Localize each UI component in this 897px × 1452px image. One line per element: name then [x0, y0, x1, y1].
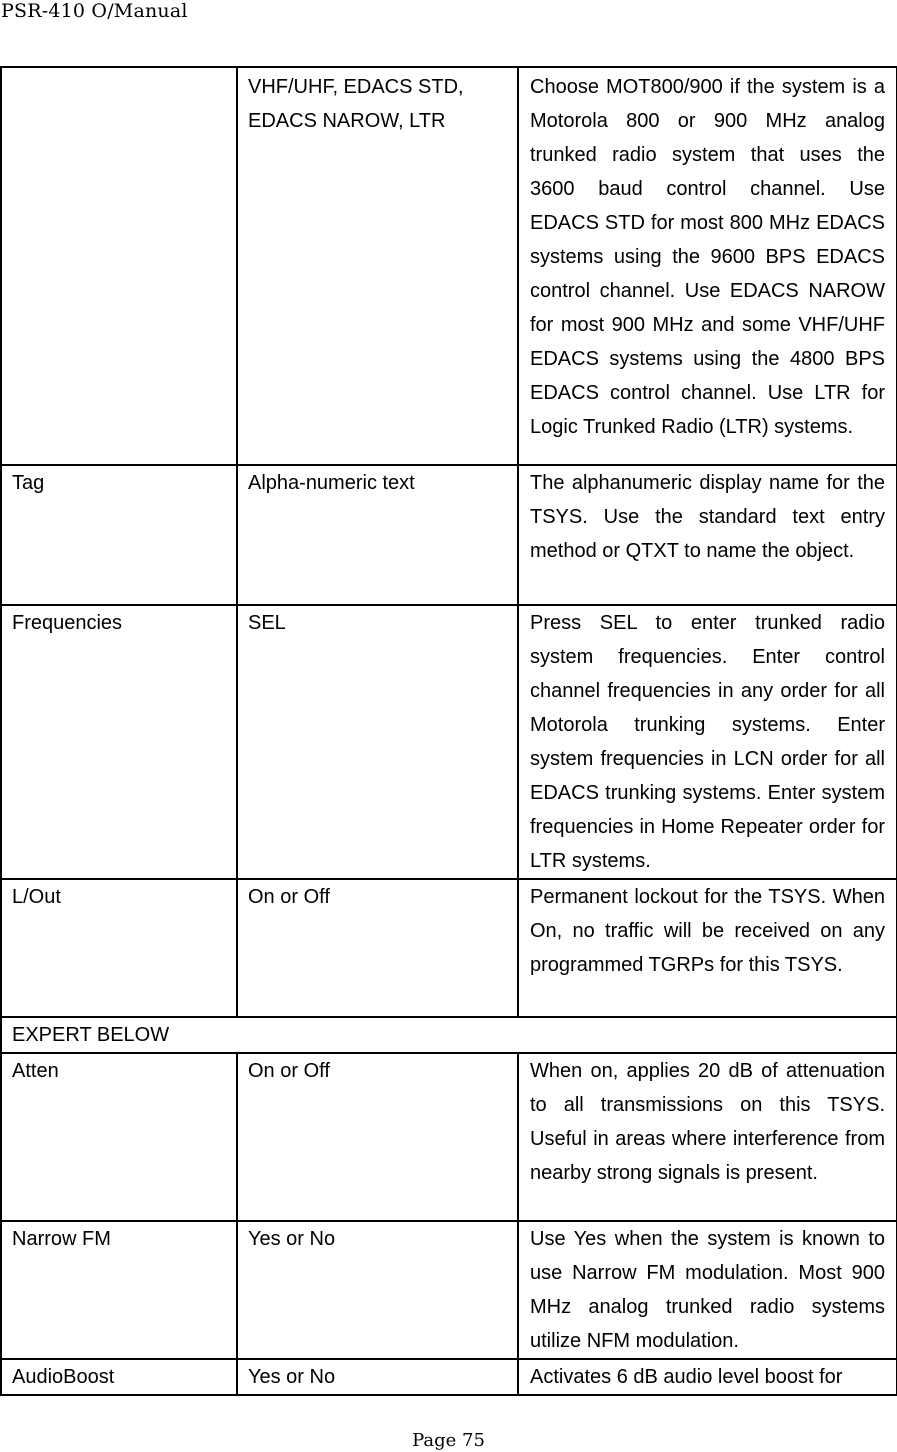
setting-description — [518, 1359, 897, 1395]
setting-options: Alpha-numeric text — [237, 465, 518, 605]
setting-options: On or Off — [237, 879, 518, 1017]
page-header: PSR-410 O/Manual — [1, 0, 188, 22]
setting-name: Tag — [1, 465, 237, 605]
setting-description: Press SEL to enter trunked radio system frequencies. Enter control channel frequencies in any order for all Motorola trunking systems. Enter system frequencies in LCN order for all EDACS trunking systems. Enter system frequencies in Home Repeater order for LTR systems. — [518, 605, 897, 879]
setting-description-text: Activates 6 dB audio level boost for — [530, 1366, 843, 1388]
setting-name: AudioBoost — [1, 1359, 237, 1395]
setting-name: Frequencies — [1, 605, 237, 879]
setting-options: VHF/UHF, EDACS STD, EDACS NAROW, LTR — [237, 67, 518, 465]
setting-name: L/Out — [1, 879, 237, 1017]
setting-options: Yes or No — [237, 1359, 518, 1395]
table-row — [1, 67, 897, 465]
setting-description: Permanent lockout for the TSYS. When On, no traffic will be received on any programmed TGRPs for this TSYS. — [518, 879, 897, 1017]
section-row — [1, 1017, 897, 1053]
setting-name — [1, 67, 237, 465]
table-row — [1, 465, 897, 605]
table-row — [1, 1053, 897, 1221]
setting-description: Use Yes when the system is known to use Narrow FM modulation. Most 900 MHz analog trunked radio systems utilize NFM modulation. — [518, 1221, 897, 1359]
setting-name: Narrow FM — [1, 1221, 237, 1359]
section-label: EXPERT BELOW — [1, 1017, 897, 1053]
table-row — [1, 1359, 897, 1395]
setting-description: Choose MOT800/900 if the system is a Motorola 800 or 900 MHz analog trunked radio system that uses the 3600 baud control channel. Use EDACS STD for most 800 MHz EDACS systems using the 9600 BPS EDACS control channel. Use EDACS NAROW for most 900 MHz and some VHF/UHF EDACS systems using the 4800 BPS EDACS control channel. Use LTR for Logic Trunked Radio (LTR) systems. — [518, 67, 897, 465]
table-row — [1, 605, 897, 879]
page-number: Page 75 — [412, 1430, 485, 1451]
table-row — [1, 1221, 897, 1359]
settings-table — [0, 66, 897, 1396]
table-row — [1, 879, 897, 1017]
setting-options: On or Off — [237, 1053, 518, 1221]
setting-options: SEL — [237, 605, 518, 879]
setting-name: Atten — [1, 1053, 237, 1221]
setting-description: When on, applies 20 dB of attenuation to all transmissions on this TSYS. Useful in areas where interference from nearby strong signals is present. — [518, 1053, 897, 1221]
setting-options: Yes or No — [237, 1221, 518, 1359]
setting-description: The alphanumeric display name for the TSYS. Use the standard text entry method or QTXT to name the object. — [518, 465, 897, 605]
